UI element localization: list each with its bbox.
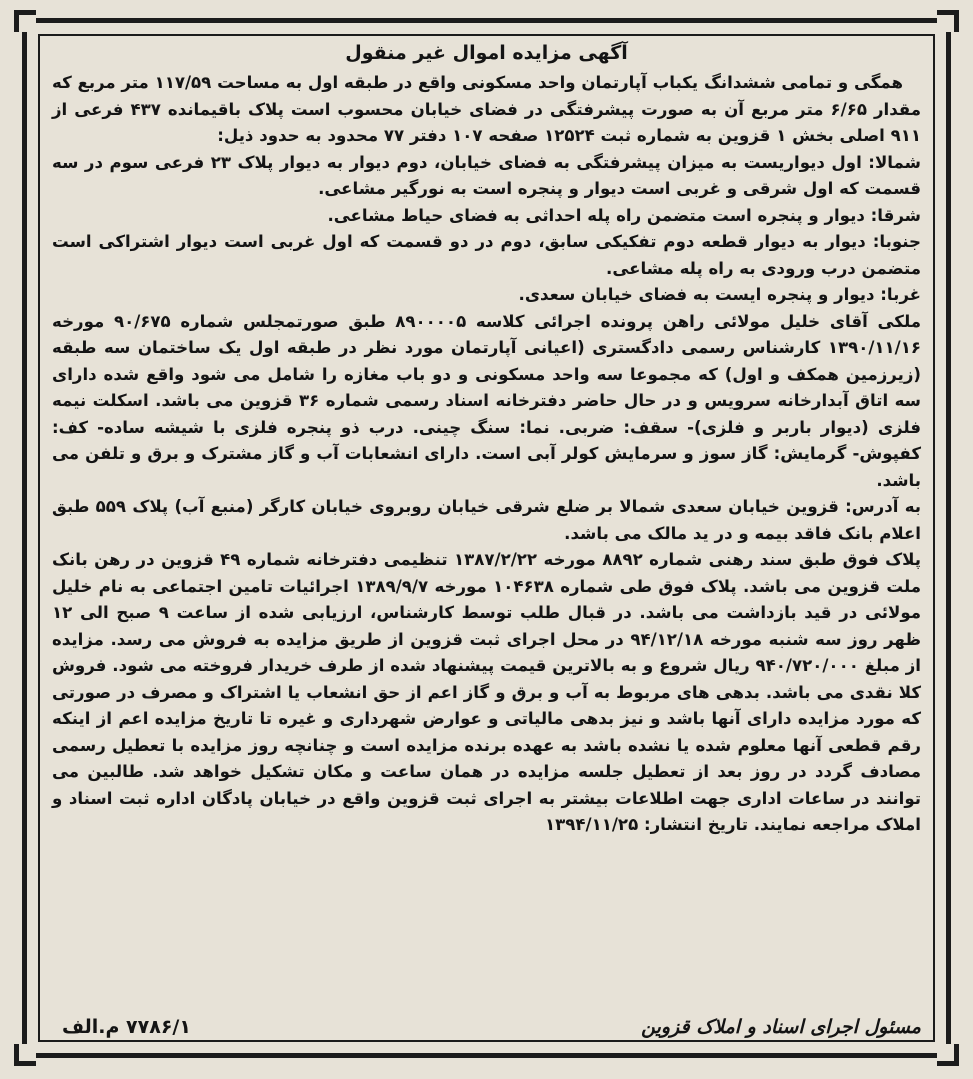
ownership-details: ملکی آقای خلیل مولائی راهن پرونده اجرائی کلاسه ۸۹۰۰۰۰۵ طبق صورتمجلس شماره ۹۰/۶۷۵ مورخه ۱۳۹۰/۱۱/۱۶ کارشناس رسمی دادگستری (اعیانی آپارتمان مورد نظر در طبقه اول یک ساختمان سه طبقه (زیرزمین همکف و اول) که مجموعا سه واحد مسکونی و دو باب مغازه را شامل می شود واقع شده دارای سه اتاق آبدارخانه سرویس و در حال حاضر دفترخانه اسناد رسمی شماره ۳۶ قزوین می باشد. اسکلت نیمه فلزی (دیوار باربر و فلزی)- سقف: ضربی. نما: سنگ چینی. درب ذو پنجره فلزی با شیشه ساده- کف: کفپوش- گرمایش: گاز سوز و سرمایش کولر آبی است. دارای انشعابات آب و گاز مشترک و برق و تلفن می باشد. <box>52 311 921 490</box>
property-description: همگی و تمامی ششدانگ یکباب آپارتمان واحد مسکونی واقع در طبقه اول به مساحت ۱۱۷/۵۹ متر مربع که مقدار ۶/۶۵ متر مربع آن به صورت پیشرفتگی در فضای خیابان محسوب است پلاک باقیمانده ۴۳۷ فرعی از ۹۱۱ اصلی بخش ۱ قزوین به شماره ثبت ۱۲۵۲۴ صفحه ۱۰۷ دفتر ۷۷ محدود به حدود ذیل: <box>52 73 921 145</box>
boundary-west: غربا: دیوار و پنجره ایست به فضای خیابان سعدی. <box>518 285 921 304</box>
notice-title: آگهی مزایده اموال غیر منقول <box>345 42 628 64</box>
signature-line: مسئول اجرای اسناد و املاک قزوین <box>641 1016 921 1038</box>
frame-corner-top-left <box>14 10 36 32</box>
boundary-east: شرقا: دیوار و پنجره است متضمن راه پله احداثی به فضای حیاط مشاعی. <box>327 205 921 225</box>
frame-corner-top-right <box>937 10 959 32</box>
boundary-south: جنوبا: دیوار به دیوار قطعه دوم تفکیکی سابق، دوم در دو قسمت که اول غربی است دیوار اشتراکی است متضمن درب ورودی به راه پله مشاعی. <box>52 232 921 278</box>
boundary-north: شمالا: اول دیواریست به میزان پیشرفتگی به فضای خیابان، دوم دیوار به دیوار پلاک ۲۳ فرعی سوم در سه قسمت که اول شرقی و غربی است دیوار و پنجره است به نورگیر مشاعی. <box>52 152 921 198</box>
auction-terms: پلاک فوق طبق سند رهنی شماره ۸۸۹۲ مورخه ۱۳۸۷/۲/۲۲ تنظیمی دفترخانه شماره ۴۹ قزوین در رهن بانک ملت قزوین می باشد. پلاک فوق طی شماره ۱۰۴۶۳۸ مورخه ۱۳۸۹/۹/۷ اجرائیات تامین اجتماعی به نام خلیل مولائی در قید بازداشت می باشد. در قبال طلب توسط کارشناس، ارزیابی شده از ساعت ۹ صبح الی ۱۲ ظهر روز سه شنبه مورخه ۹۴/۱۲/۱۸ در محل اجرای ثبت قزوین از طریق مزایده به فروش می رسد. مزایده از مبلغ ۹۴۰/۷۲۰/۰۰۰ ریال شروع و به بالاترین قیمت پیشنهاد شده از طرف خریدار فروخته می شود. فروش کلا نقدی می باشد. بدهی های مربوط به آب و برق و گاز اعم از حق انشعاب یا اشتراک و مصرف در صورتی که مورد مزایده دارای آنها باشد و نیز بدهی مالیاتی و عوارض شهرداری و غیره تا تاریخ مزایده اعم از اینکه رقم قطعی آنها معلوم شده یا نشده باشد به عهده برنده مزایده است و چنانچه روز مزایده با تعطیل رسمی مصادف گردد در روز بعد از تعطیل جلسه مزایده در همان ساعت و مکان تشکیل خواهد شد. طالبین می توانند در ساعات اداری جهت اطلاعات بیشتر به اجرای ثبت قزوین واقع در خیابان پادگان اداره ثبت اسناد و املاک مراجعه نمایند. تاریخ انتشار: ۱۳۹۴/۱۱/۲۵ <box>52 550 922 834</box>
notice-footer <box>52 1012 921 1042</box>
reference-code: ۷۷۸۶/۱ م.الف <box>62 1016 191 1038</box>
frame-corner-bottom-left <box>14 1044 36 1066</box>
frame-corner-bottom-right <box>937 1044 959 1066</box>
notice-body <box>52 38 921 839</box>
property-address: به آدرس: قزوین خیابان سعدی شمالا بر ضلع شرقی خیابان روبروی خیابان کارگر (منبع آب) پلاک ۵۵۹ طبق اعلام بانک فاقد بیمه و در ید مالک می باشد. <box>52 497 921 543</box>
